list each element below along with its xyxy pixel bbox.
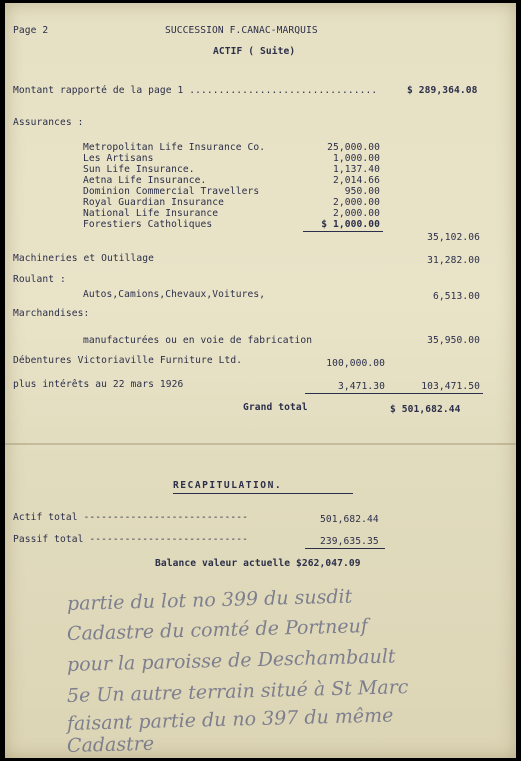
assurances-total: 35,102.06 xyxy=(427,232,480,243)
insurance-name: Les Artisans xyxy=(83,153,154,164)
insurance-value: 1,137.40 xyxy=(332,164,380,175)
passif-total-value: 239,635.35 xyxy=(320,536,379,547)
handwritten-line: 5e Un autre terrain situé à St Marc xyxy=(66,676,409,707)
machineries-value: 31,282.00 xyxy=(427,255,480,266)
assurances-heading: Assurances : xyxy=(13,117,84,128)
grand-total-label: Grand total xyxy=(243,402,308,413)
marchandises-heading: Marchandises: xyxy=(13,308,90,319)
paper-sheet xyxy=(5,3,516,758)
handwritten-line: partie du lot no 399 du susdit xyxy=(66,585,353,615)
carried-label: Montant rapporté de la page 1 ................................ xyxy=(13,85,378,96)
insurance-value: 950.00 xyxy=(344,186,380,197)
insurance-name: Forestiers Catholiques xyxy=(83,219,213,230)
passif-total-label: Passif total --------------------------- xyxy=(13,534,249,545)
insurance-value: 1,000.00 xyxy=(332,153,380,164)
actif-total-label: Actif total ---------------------------- xyxy=(13,512,249,523)
handwritten-line: Cadastre du comté de Portneuf xyxy=(66,615,369,645)
roulant-heading: Roulant : xyxy=(13,274,66,285)
carried-value: $ 289,364.08 xyxy=(407,85,478,96)
insurance-name: Royal Guardian Insurance xyxy=(83,197,225,208)
insurance-value: 2,000.00 xyxy=(332,197,380,208)
recap-heading: RECAPITULATION. xyxy=(173,480,283,491)
insurance-value: 25,000.00 xyxy=(327,142,380,153)
grand-total-value: $ 501,682.44 xyxy=(390,404,461,415)
marchandises-value: 35,950.00 xyxy=(427,335,480,346)
interest-value: 3,471.30 xyxy=(337,381,385,392)
fold-crease xyxy=(5,443,516,445)
insurance-name: National Life Insurance xyxy=(83,208,219,219)
debentures-value: 100,000.00 xyxy=(326,358,385,369)
roulant-value: 6,513.00 xyxy=(432,291,480,302)
insurance-name: Aetna Life Insurance. xyxy=(83,175,207,186)
actif-total-value: 501,682.44 xyxy=(320,514,379,525)
underline xyxy=(305,393,483,394)
document-title: SUCCESSION F.CANAC-MARQUIS xyxy=(165,25,318,36)
underline xyxy=(303,231,383,232)
insurance-value: 2,014.66 xyxy=(332,175,380,186)
insurance-value: $ 1,000.00 xyxy=(321,219,380,230)
roulant-label: Autos,Camions,Chevaux,Voitures, xyxy=(83,289,266,300)
insurance-name: Sun Life Insurance. xyxy=(83,164,195,175)
interest-label: plus intérêts au 22 mars 1926 xyxy=(13,379,184,390)
insurance-value: 2,000.00 xyxy=(332,208,380,219)
marchandises-label: manufacturées ou en voie de fabrication xyxy=(83,335,313,346)
handwritten-line: pour la paroisse de Deschambault xyxy=(66,645,396,676)
page-number: Page 2 xyxy=(13,25,49,36)
handwritten-line: Cadastre xyxy=(66,732,155,757)
underline xyxy=(173,493,353,494)
handwritten-line: faisant partie du no 397 du même xyxy=(66,704,394,735)
insurance-name: Metropolitan Life Insurance Co. xyxy=(83,142,266,153)
machineries-label: Machineries et Outillage xyxy=(13,253,155,264)
section-subtitle: ACTIF ( Suite) xyxy=(213,46,296,57)
balance-line: Balance valeur actuelle $262,047.09 xyxy=(155,558,361,569)
debentures-subtotal: 103,471.50 xyxy=(421,381,480,392)
insurance-name: Dominion Commercial Travellers xyxy=(83,186,260,197)
debentures-label: Débentures Victoriaville Furniture Ltd. xyxy=(13,355,243,366)
underline xyxy=(305,548,385,549)
